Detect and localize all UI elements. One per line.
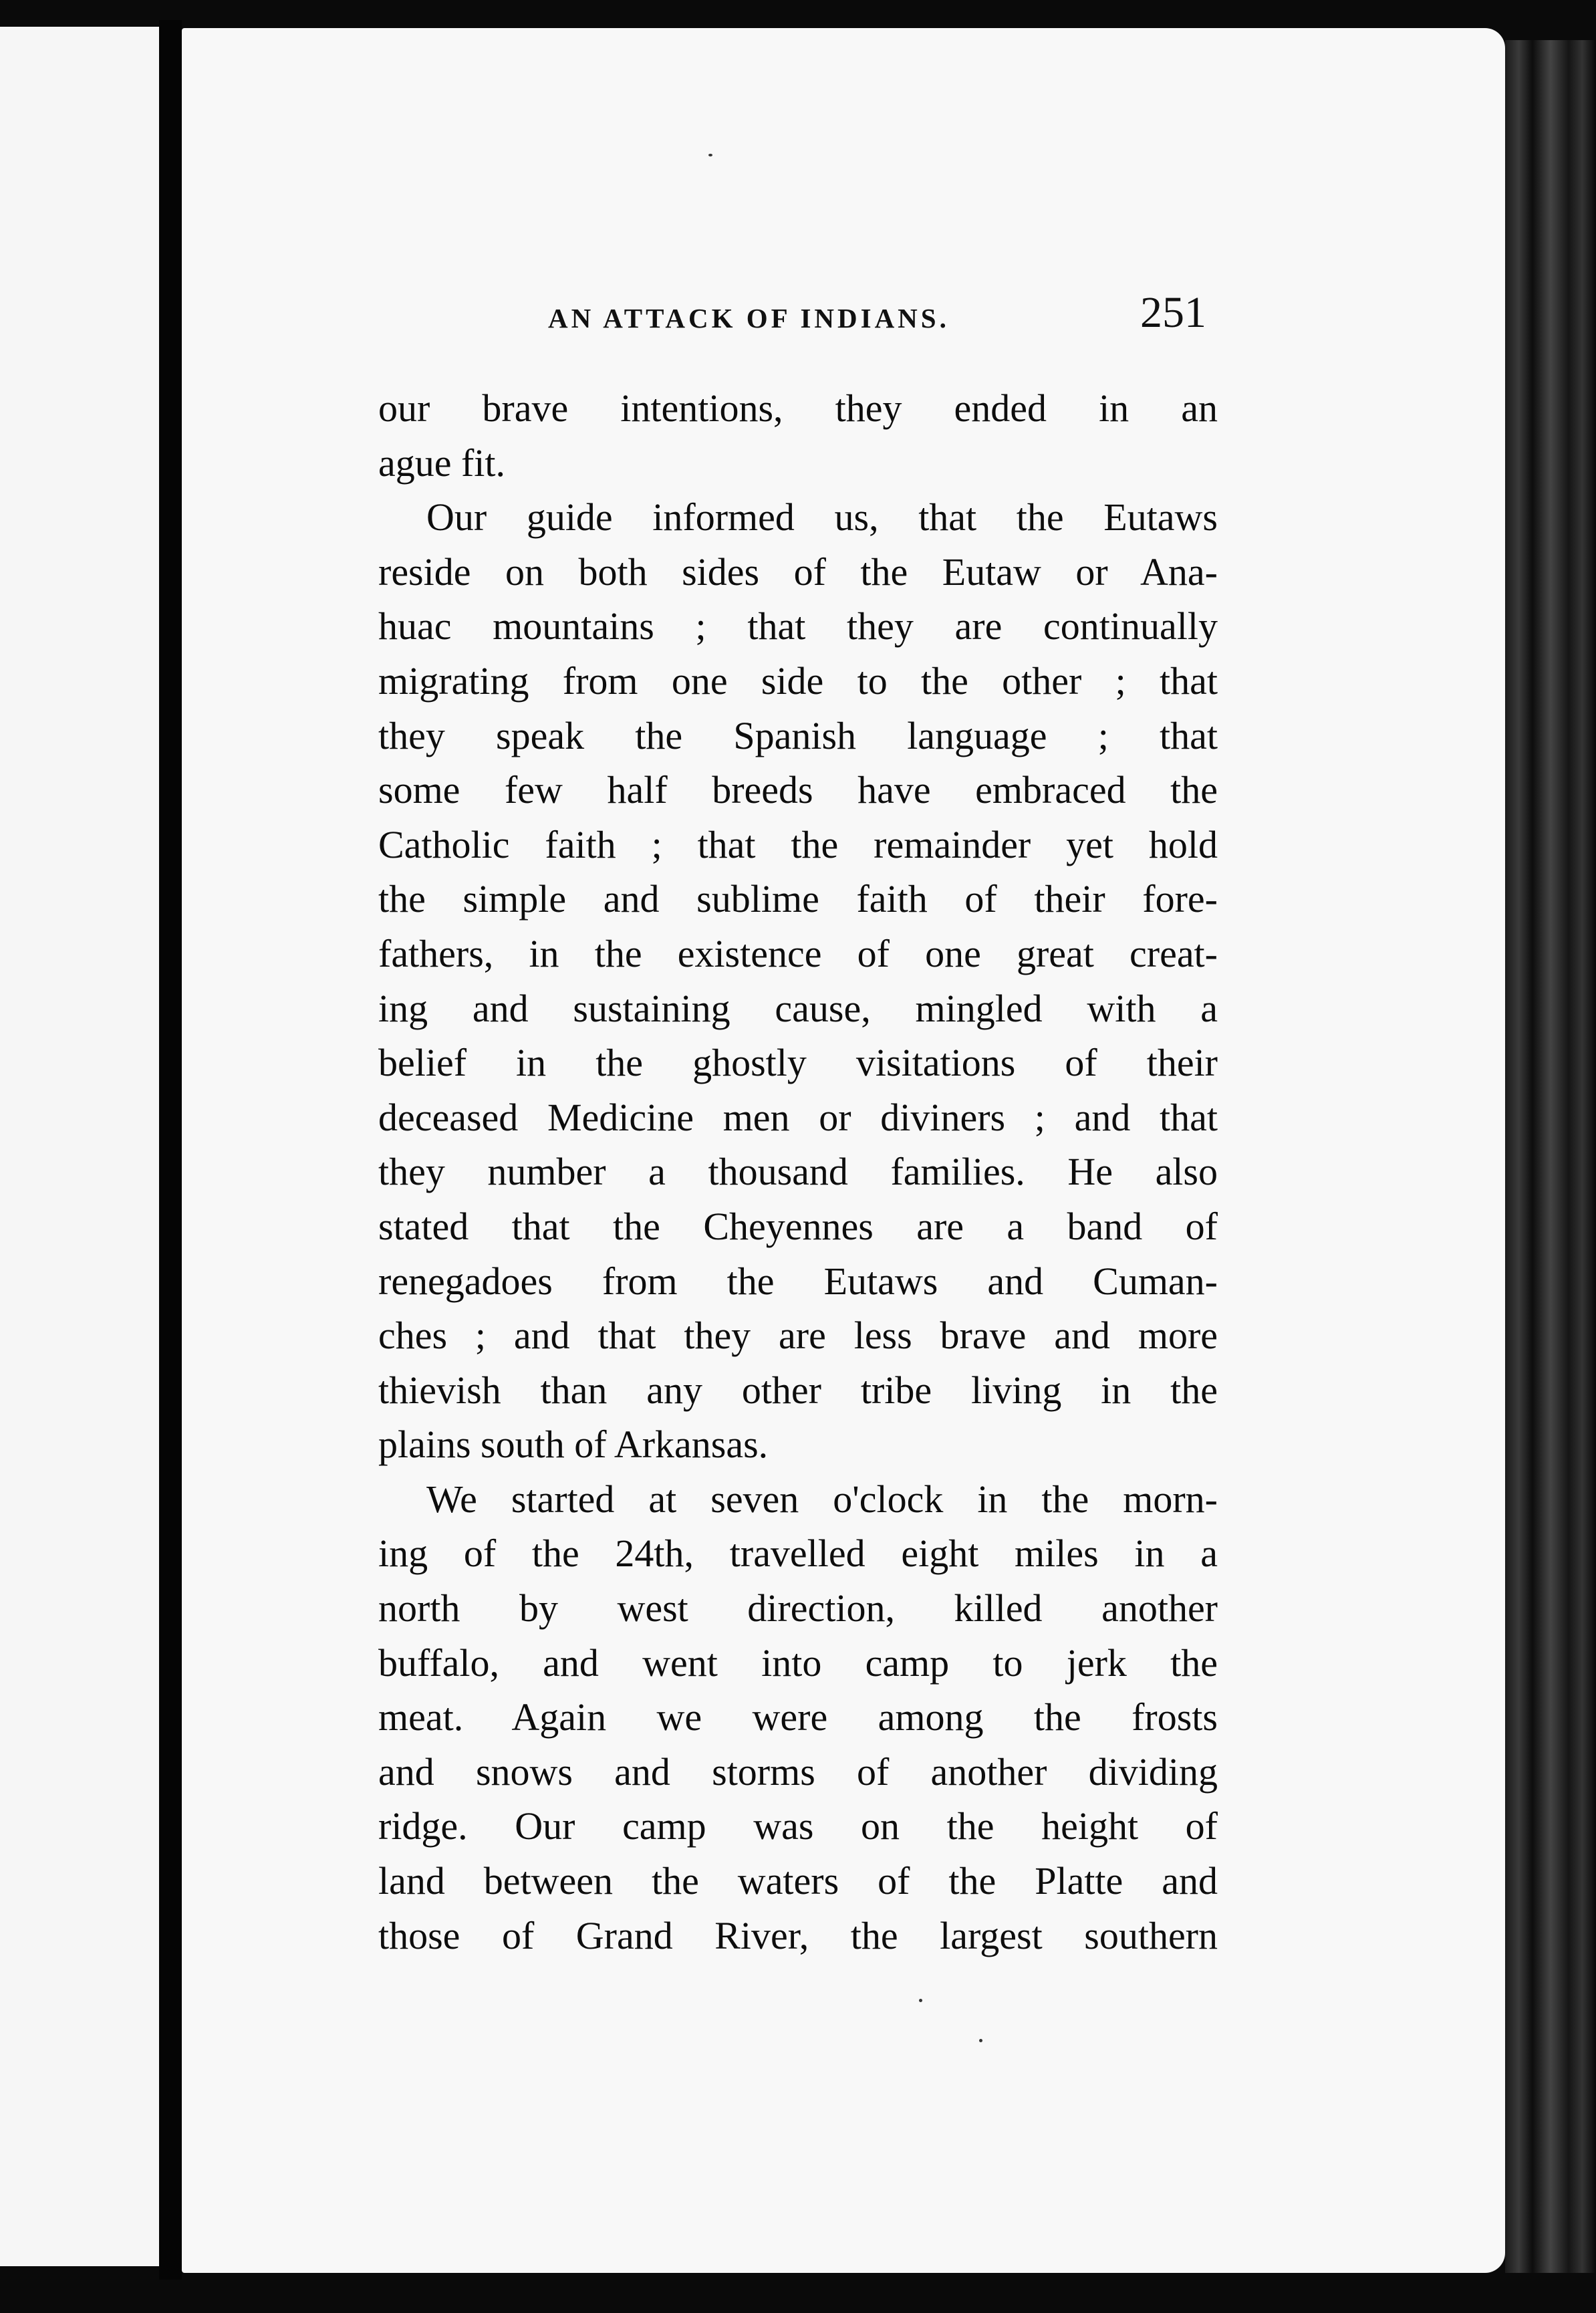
text-line: We started at seven o'clock in the morn-: [426, 1477, 1218, 1521]
text-line: buffalo, and went into camp to jerk the: [378, 1640, 1218, 1685]
paper-speck: [979, 2039, 982, 2042]
text-line: ing of the 24th, travelled eight miles in a: [378, 1532, 1218, 1576]
page-number: 251: [1140, 288, 1206, 337]
text-line: some few half breeds have embraced the: [378, 768, 1218, 812]
text-line: Our guide informed us, that the Eutaws: [426, 495, 1218, 539]
text-line: plains south of Arkansas.: [378, 1423, 769, 1467]
paper-speck: [708, 154, 712, 156]
text-line: Catholic faith ; that the remainder yet hold: [378, 822, 1218, 866]
text-line: the simple and sublime faith of their fore-: [378, 877, 1218, 921]
text-line: land between the waters of the Platte and: [378, 1859, 1218, 1903]
text-line: reside on both sides of the Eutaw or Ana-: [378, 550, 1218, 594]
text-line: belief in the ghostly visitations of their: [378, 1041, 1218, 1085]
text-line: north by west direction, killed another: [378, 1586, 1218, 1630]
text-line: migrating from one side to the other ; that: [378, 658, 1218, 703]
text-line: ague fit.: [378, 441, 506, 485]
text-line: huac mountains ; that they are continually: [378, 604, 1218, 648]
text-line: meat. Again we were among the frosts: [378, 1695, 1218, 1739]
text-line: fathers, in the existence of one great creat-: [378, 931, 1218, 975]
body-text: [378, 381, 1218, 1963]
running-head: [548, 287, 1206, 341]
paper-speck: [919, 1999, 922, 2002]
book-spine: [159, 20, 182, 2280]
left-page: [0, 27, 159, 2266]
text-line: renegadoes from the Eutaws and Cuman-: [378, 1259, 1218, 1303]
text-line: ches ; and that they are less brave and more: [378, 1314, 1218, 1358]
text-line: our brave intentions, they ended in an: [378, 386, 1218, 430]
text-line: they speak the Spanish language ; that: [378, 713, 1218, 757]
text-line: stated that the Cheyennes are a band of: [378, 1204, 1218, 1248]
text-line: deceased Medicine men or diviners ; and that: [378, 1095, 1218, 1139]
page-edges: [1505, 40, 1596, 2273]
text-line: ing and sustaining cause, mingled with a: [378, 986, 1218, 1030]
running-title: AN ATTACK OF INDIANS.: [548, 303, 950, 334]
text-line: those of Grand River, the largest southern: [378, 1913, 1218, 1957]
text-line: ridge. Our camp was on the height of: [378, 1804, 1218, 1848]
text-line: they number a thousand families. He also: [378, 1150, 1218, 1194]
text-line: thievish than any other tribe living in the: [378, 1368, 1218, 1412]
text-line: and snows and storms of another dividing: [378, 1749, 1218, 1794]
